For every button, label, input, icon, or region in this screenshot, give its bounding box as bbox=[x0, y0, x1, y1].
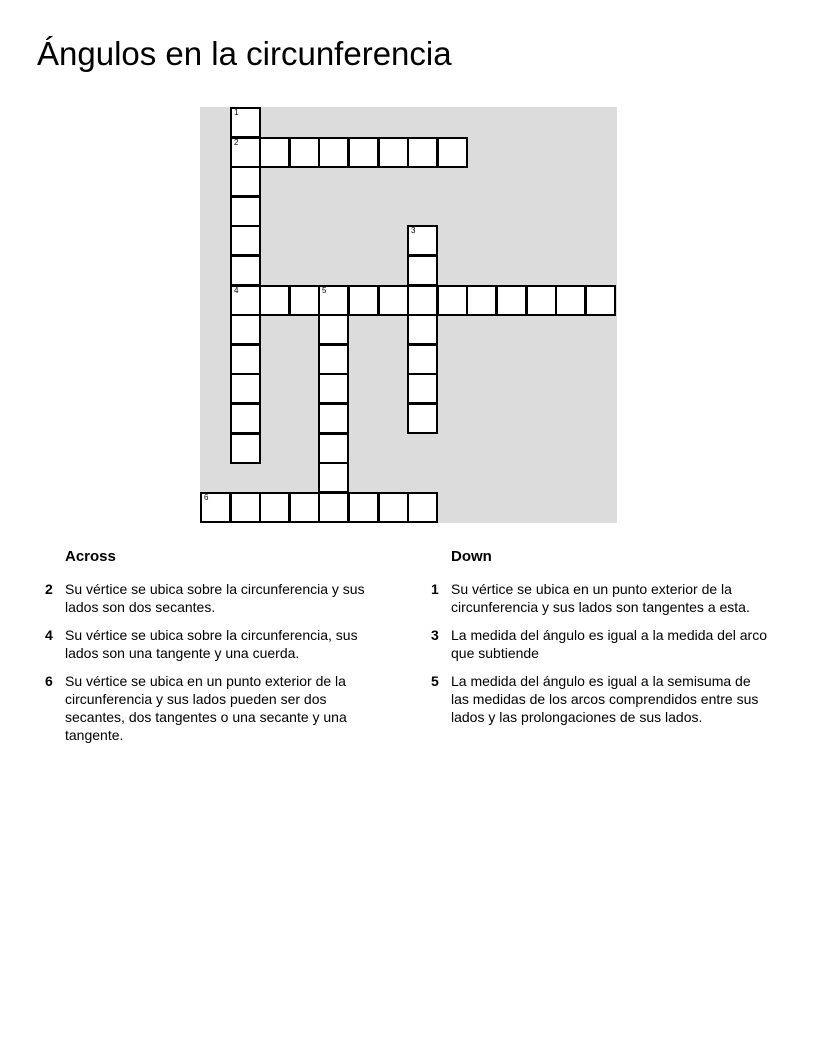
cell-number: 6 bbox=[204, 493, 209, 502]
clue-down-3 bbox=[431, 626, 771, 662]
clue-down-5 bbox=[431, 672, 771, 726]
crossword-cell[interactable] bbox=[230, 107, 261, 138]
crossword-cell[interactable] bbox=[230, 255, 261, 286]
crossword-cell[interactable] bbox=[230, 492, 261, 523]
crossword-cell[interactable] bbox=[230, 196, 261, 227]
crossword-cell[interactable] bbox=[230, 225, 261, 256]
crossword-cell[interactable] bbox=[407, 314, 438, 345]
crossword-cell[interactable] bbox=[437, 137, 468, 168]
crossword-cell[interactable] bbox=[585, 285, 616, 316]
cell-number: 4 bbox=[234, 286, 239, 295]
crossword-cell[interactable] bbox=[318, 137, 349, 168]
crossword-cell[interactable] bbox=[318, 285, 349, 316]
clue-number: 1 bbox=[431, 581, 439, 597]
clue-number: 2 bbox=[45, 581, 53, 597]
crossword-cell[interactable] bbox=[230, 166, 261, 197]
crossword-cell[interactable] bbox=[437, 285, 468, 316]
cell-number: 5 bbox=[322, 286, 327, 295]
crossword-cell[interactable] bbox=[318, 492, 349, 523]
crossword-cell[interactable] bbox=[526, 285, 557, 316]
crossword-cell[interactable] bbox=[407, 373, 438, 404]
crossword-cell[interactable] bbox=[378, 492, 409, 523]
crossword-cell[interactable] bbox=[318, 433, 349, 464]
crossword-cell[interactable] bbox=[318, 462, 349, 493]
crossword-cell[interactable] bbox=[230, 403, 261, 434]
clue-down-1 bbox=[431, 580, 771, 616]
crossword-cell[interactable] bbox=[466, 285, 497, 316]
crossword-cell[interactable] bbox=[496, 285, 527, 316]
crossword-cell[interactable] bbox=[318, 344, 349, 375]
clue-text: La medida del ángulo es igual a la semisuma de las medidas de los arcos comprendidos entre sus lados y las prolongaciones de sus lados. bbox=[451, 673, 759, 725]
clue-text: La medida del ángulo es igual a la medida del arco que subtiende bbox=[451, 627, 767, 661]
crossword-cell[interactable] bbox=[230, 344, 261, 375]
clue-number: 4 bbox=[45, 627, 53, 643]
crossword-cell[interactable] bbox=[318, 403, 349, 434]
crossword-cell[interactable] bbox=[407, 137, 438, 168]
crossword-cell[interactable] bbox=[407, 285, 438, 316]
crossword-cell[interactable] bbox=[555, 285, 586, 316]
crossword-cell[interactable] bbox=[318, 314, 349, 345]
crossword-cell[interactable] bbox=[348, 137, 379, 168]
crossword-cell[interactable] bbox=[407, 492, 438, 523]
crossword-cell[interactable] bbox=[348, 285, 379, 316]
down-clues bbox=[431, 546, 771, 736]
crossword-cell[interactable] bbox=[230, 373, 261, 404]
crossword-cell[interactable] bbox=[348, 492, 379, 523]
clue-number: 5 bbox=[431, 673, 439, 689]
crossword-cell[interactable] bbox=[407, 344, 438, 375]
crossword-cell[interactable] bbox=[259, 137, 290, 168]
crossword-grid bbox=[200, 107, 617, 523]
clue-across-6 bbox=[45, 672, 385, 744]
crossword-cell[interactable] bbox=[289, 137, 320, 168]
crossword-cell[interactable] bbox=[289, 492, 320, 523]
crossword-cell[interactable] bbox=[230, 314, 261, 345]
crossword-cell[interactable] bbox=[407, 255, 438, 286]
crossword-cell[interactable] bbox=[230, 137, 261, 168]
crossword-cell[interactable] bbox=[200, 492, 231, 523]
clue-number: 6 bbox=[45, 673, 53, 689]
crossword-cell[interactable] bbox=[407, 225, 438, 256]
clue-text: Su vértice se ubica en un punto exterior de la circunferencia y sus lados pueden ser dos secantes, dos tangentes o una secante y una tangente. bbox=[65, 673, 347, 743]
clue-text: Su vértice se ubica sobre la circunferencia y sus lados son dos secantes. bbox=[65, 581, 365, 615]
down-heading: Down bbox=[451, 548, 492, 565]
across-clues bbox=[45, 546, 385, 754]
cell-number: 2 bbox=[234, 138, 239, 147]
clue-text: Su vértice se ubica sobre la circunferencia, sus lados son una tangente y una cuerda. bbox=[65, 627, 358, 661]
crossword-cell[interactable] bbox=[259, 492, 290, 523]
clue-across-2 bbox=[45, 580, 385, 616]
cell-number: 1 bbox=[234, 108, 239, 117]
cell-number: 3 bbox=[411, 226, 416, 235]
crossword-cell[interactable] bbox=[259, 285, 290, 316]
page-title: Ángulos en la circunferencia bbox=[37, 35, 452, 72]
across-heading: Across bbox=[65, 548, 116, 565]
clue-text: Su vértice se ubica en un punto exterior de la circunferencia y sus lados son tangentes a esta. bbox=[451, 581, 750, 615]
crossword-cell[interactable] bbox=[289, 285, 320, 316]
crossword-cell[interactable] bbox=[407, 403, 438, 434]
crossword-cell[interactable] bbox=[378, 285, 409, 316]
crossword-cell[interactable] bbox=[318, 373, 349, 404]
crossword-cell[interactable] bbox=[230, 285, 261, 316]
clue-across-4 bbox=[45, 626, 385, 662]
clue-number: 3 bbox=[431, 627, 439, 643]
crossword-cell[interactable] bbox=[378, 137, 409, 168]
crossword-cell[interactable] bbox=[230, 433, 261, 464]
